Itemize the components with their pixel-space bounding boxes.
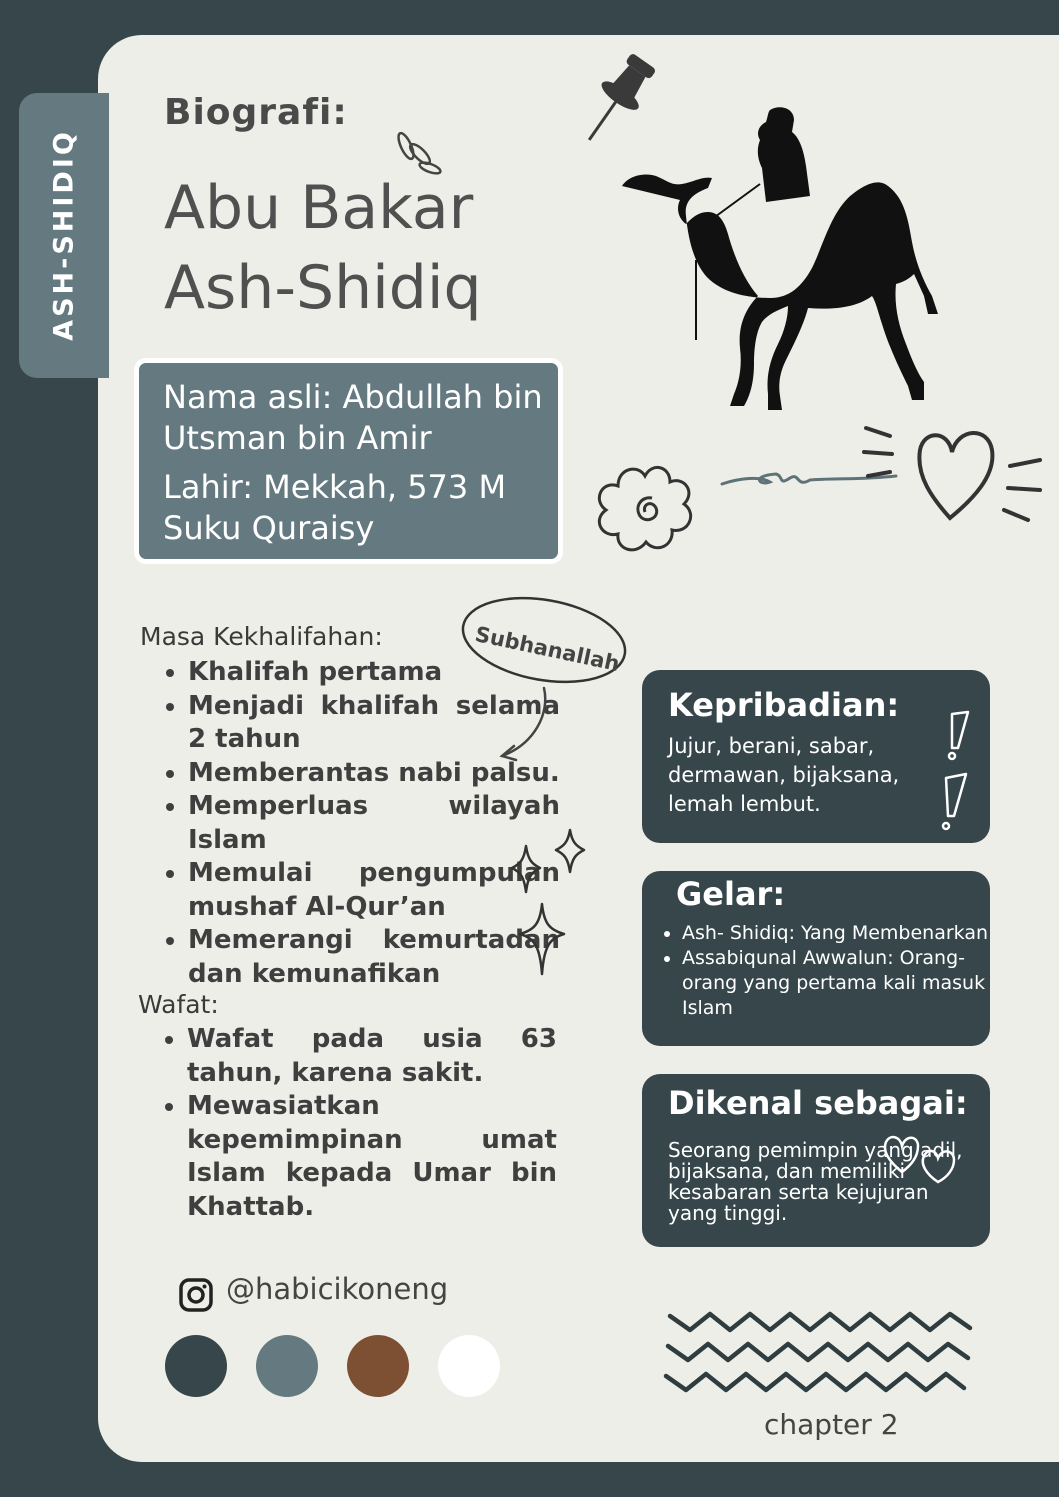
list-item: • Wafat pada usia 63 tahun, karena sakit. <box>187 1023 557 1090</box>
caliphate-list <box>140 656 560 991</box>
color-swatch <box>438 1335 500 1397</box>
identity-name-line-1: Nama asli: Abdullah bin <box>163 378 543 416</box>
title-line-2: Ash-Shidiq <box>164 253 482 323</box>
title-line-1: Abu Bakar <box>164 173 474 243</box>
known-as-card <box>642 1074 990 1247</box>
list-item: • Mewasiatkan kepemimpinan umat Islam kepada Umar bin Khattab. <box>187 1090 557 1224</box>
zigzag-decoration <box>664 1300 984 1400</box>
titles-card <box>642 871 990 1046</box>
list-item: • Assabiqunal Awwalun: Orang-orang yang pertama kali masuk Islam <box>682 946 990 1021</box>
list-item: • Memperluas wilayah Islam <box>188 790 560 857</box>
personality-heading: Kepribadian: <box>668 686 900 724</box>
color-swatch <box>165 1335 227 1397</box>
identity-name <box>163 377 553 459</box>
camel-rider-illustration <box>610 100 940 420</box>
identity-birth <box>163 467 553 549</box>
list-item: • Khalifah pertama <box>188 656 560 690</box>
death-heading: Wafat: <box>138 990 219 1019</box>
personality-card <box>642 670 990 843</box>
titles-heading: Gelar: <box>676 875 786 913</box>
death-list <box>139 1023 557 1224</box>
page-eyebrow: Biografi: <box>164 92 348 133</box>
known-as-text: Seorang pemimpin yang adil, bijaksana, dan memiliki kesabaran serta kejujuran yang tinggi. <box>668 1138 963 1225</box>
color-swatch <box>347 1335 409 1397</box>
list-item: • Ash- Shidiq: Yang Membenarkan <box>682 921 990 946</box>
titles-list <box>642 921 990 1021</box>
caliphate-heading: Masa Kekhalifahan: <box>140 622 383 651</box>
page-title <box>164 168 482 328</box>
social-handle[interactable]: @habicikoneng <box>226 1272 449 1306</box>
instagram-icon[interactable] <box>178 1277 214 1313</box>
exclamation-icon <box>938 708 978 832</box>
identity-name-line-2: Utsman bin Amir <box>163 419 432 457</box>
heart-doodle-icon <box>860 418 1050 528</box>
sparkle-doodle-icon <box>388 128 448 188</box>
identity-birth-line-1: Lahir: Mekkah, 573 M <box>163 468 507 506</box>
list-item: • Memberantas nabi palsu. <box>188 757 560 791</box>
chapter-label: chapter 2 <box>764 1408 899 1441</box>
side-tab-label: ASH-SHIDIQ <box>48 129 80 341</box>
flower-doodle-icon <box>590 460 700 560</box>
known-as-heading: Dikenal sebagai: <box>668 1084 968 1122</box>
side-tab <box>19 93 109 378</box>
hearts-doodle-icon <box>880 1132 970 1186</box>
list-item: • Menjadi khalifah selama 2 tahun <box>188 690 560 757</box>
identity-birth-line-2: Suku Quraisy <box>163 509 375 547</box>
annotation-text: Subhanallah <box>473 622 622 677</box>
personality-text: Jujur, berani, sabar, dermawan, bijaksana, lemah lembut. <box>668 734 900 816</box>
sparkle-star-icon <box>508 828 588 978</box>
color-swatch <box>256 1335 318 1397</box>
list-item: • Memerangi kemurtadan dan kemunafikan <box>188 924 560 991</box>
identity-box <box>134 358 563 564</box>
list-item: • Memulai pengumpulan mushaf Al-Qur’an <box>188 857 560 924</box>
